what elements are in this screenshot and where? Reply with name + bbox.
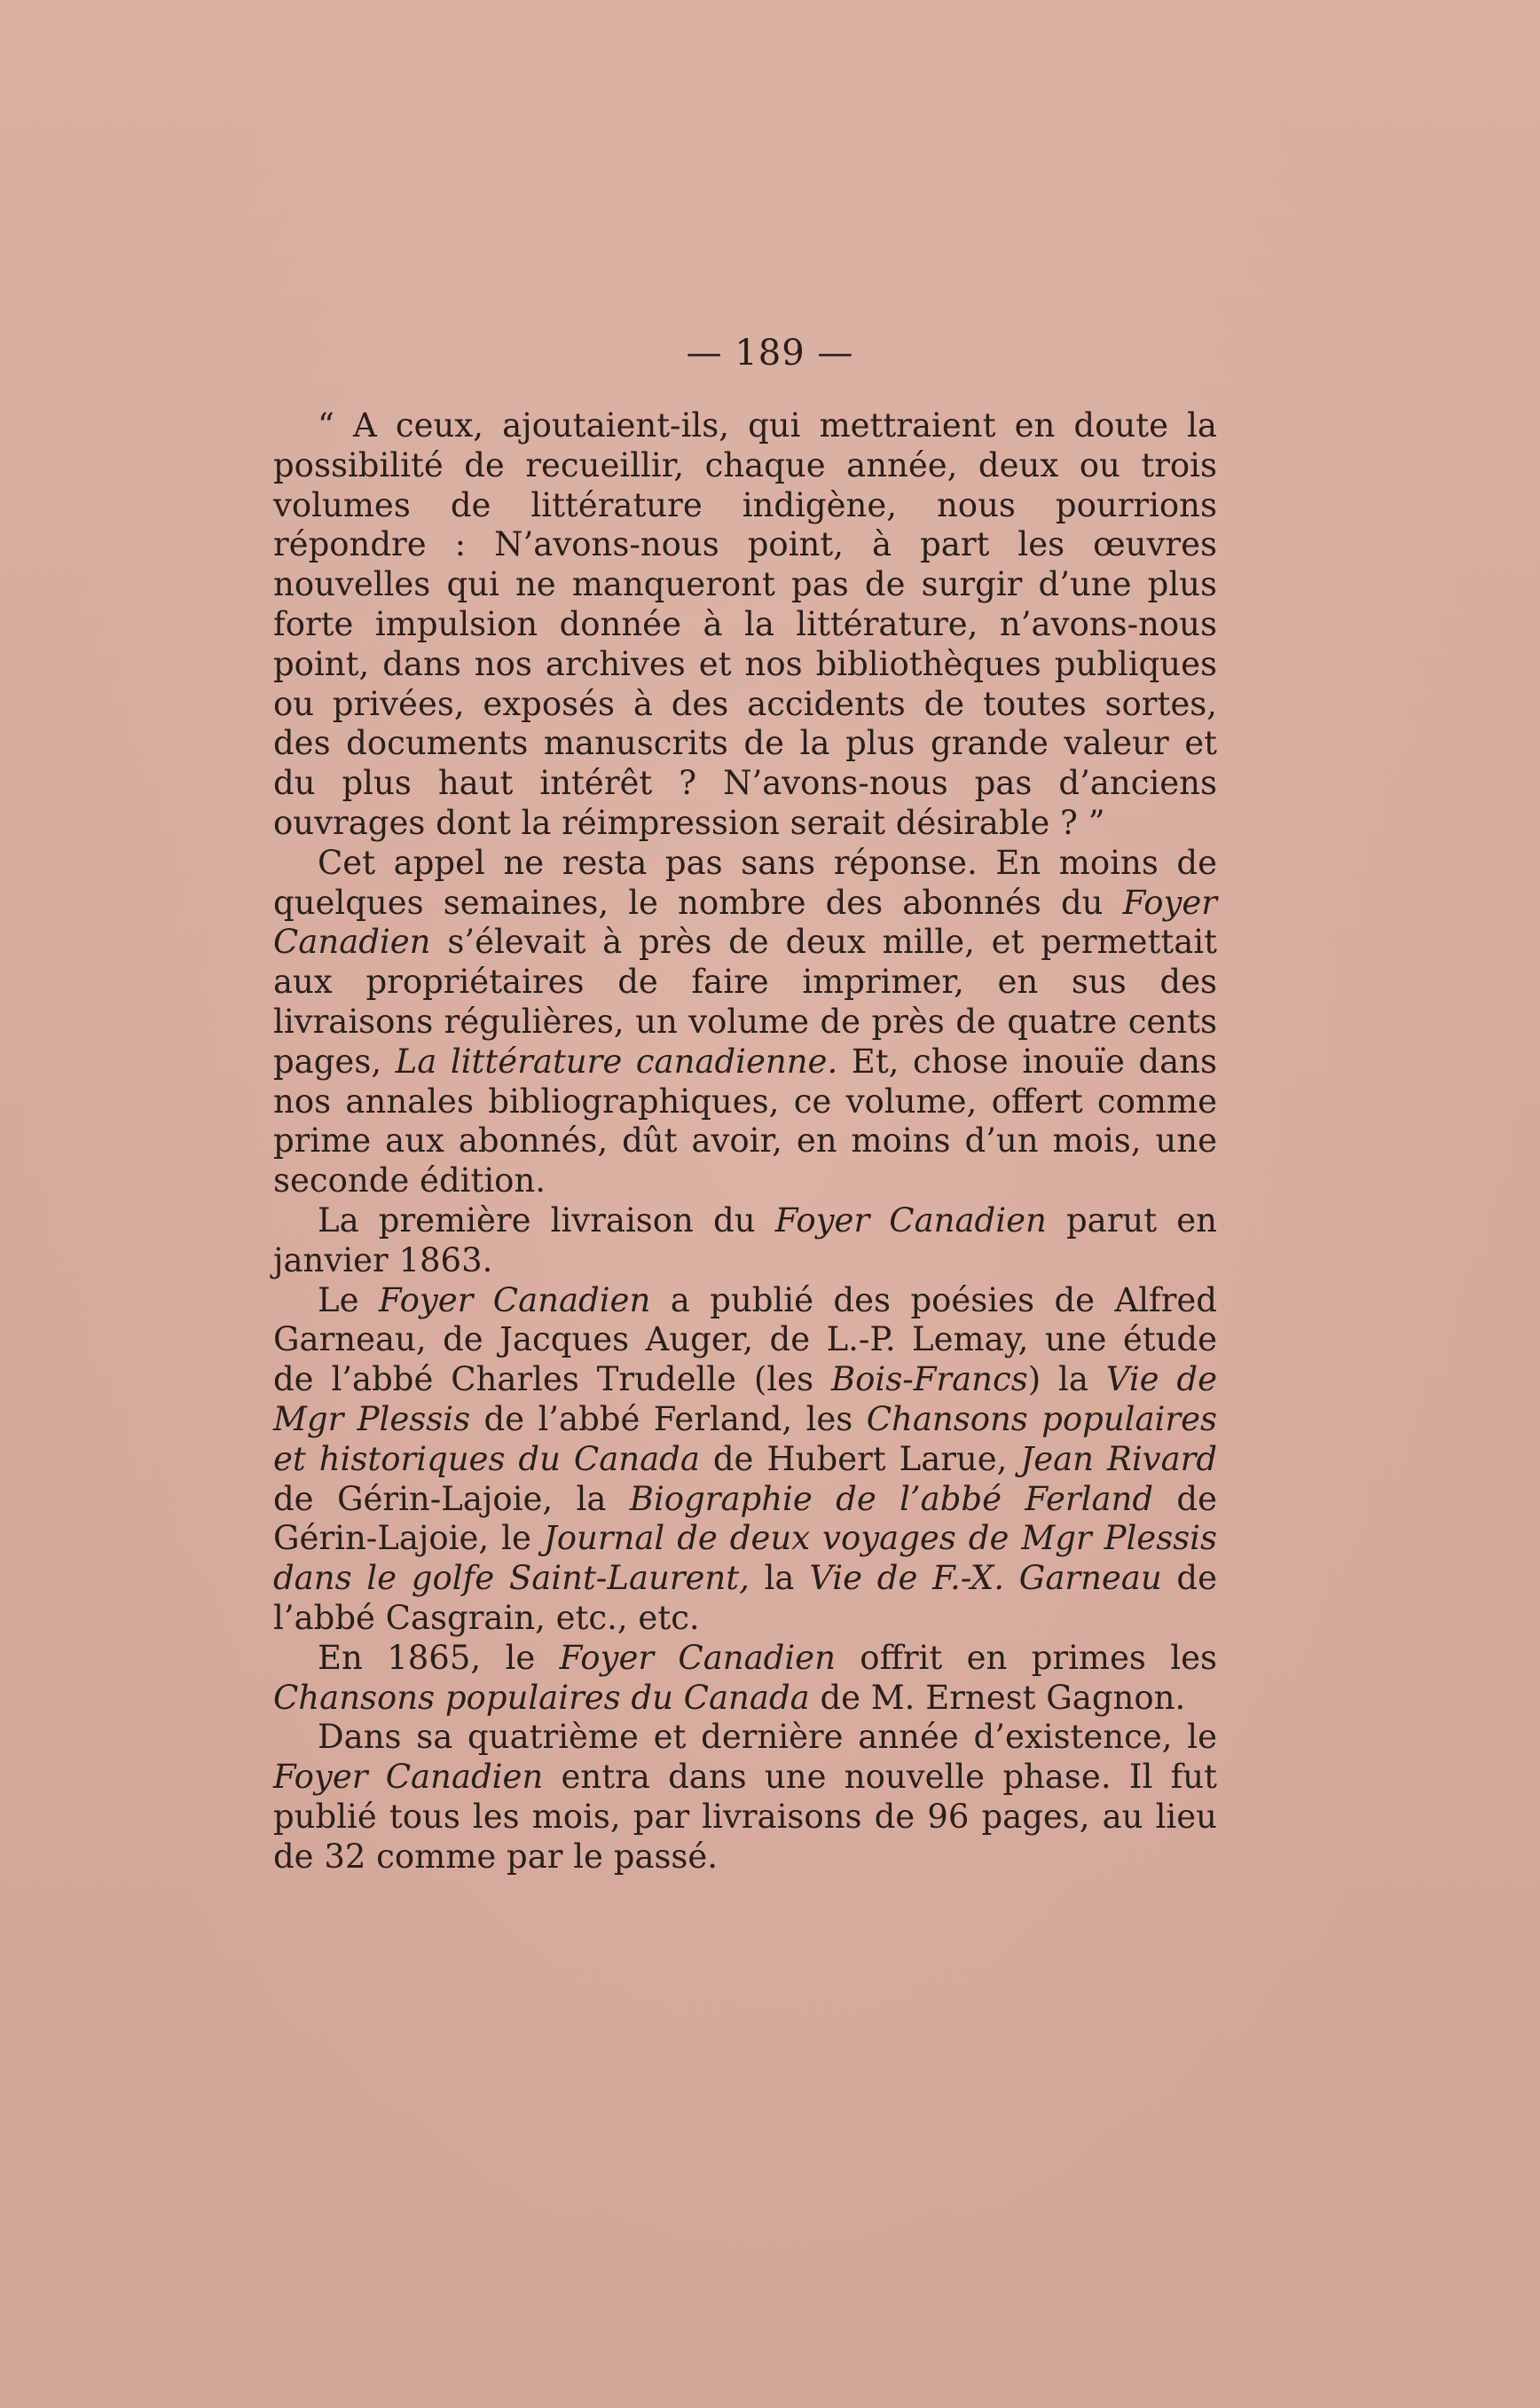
italic-title: Foyer Canadien xyxy=(774,1200,1047,1239)
text-run: la xyxy=(749,1559,810,1598)
italic-title: Foyer Canadien xyxy=(559,1638,836,1677)
text-run: de M. Ernest Gagnon. xyxy=(809,1678,1186,1717)
italic-title: La littérature canadienne. xyxy=(395,1042,838,1081)
italic-title: Vie de Mgr Plessis xyxy=(273,1360,1217,1438)
paragraph-en1865 xyxy=(273,1639,1217,1719)
text-run: s’élevait à près de deux mille, et permettait aux propriétaires de faire imprimer, en sus des livraisons régulières, un volume de près de quatre cents pages, xyxy=(273,923,1217,1081)
text-run: Cet appel ne resta pas sans réponse. En moins de quelques semaines, le nombre des abonnés du xyxy=(273,843,1217,922)
page-number: — 189 — xyxy=(686,333,854,374)
paragraph-premiere xyxy=(273,1201,1217,1281)
paragraph-appel xyxy=(273,844,1217,1201)
italic-title: Bois-Francs xyxy=(830,1360,1028,1399)
text-run: Et, chose inouïe dans nos annales bibliographiques, ce volume, offert comme prime aux abonnés, dût avoir, en moins d’un mois, une seconde édition. xyxy=(273,1042,1217,1200)
text-run: de l’abbé Casgrain, etc., etc. xyxy=(273,1559,1218,1637)
text-run: La première livraison du xyxy=(318,1200,775,1239)
paragraph-quote xyxy=(273,406,1217,844)
text-run: de Gérin-Lajoie, la xyxy=(273,1479,630,1518)
text-run: Dans sa quatrième et dernière année d’existence, le xyxy=(318,1718,1217,1757)
italic-title: Chansons populaires et historiques du Canada xyxy=(273,1399,1217,1478)
text-run: offrit en primes les xyxy=(835,1638,1217,1677)
text-run: Le xyxy=(318,1280,379,1319)
italic-title: Foyer Canadien xyxy=(273,1758,544,1797)
text-run: parut en janvier 1863. xyxy=(273,1200,1217,1279)
text-run: de l’abbé Ferland, les xyxy=(470,1399,867,1438)
italic-title: Vie de F.-X. Garneau xyxy=(809,1559,1162,1598)
text-run: a publié des poésies de Alfred Garneau, de Jacques Auger, de L.-P. Lemay, une étude de l’abbé Charles Trudelle (les xyxy=(273,1280,1217,1399)
text-run: entra dans une nouvelle phase. Il fut publié tous les mois, par livraisons de 96 pages, au lieu de 32 comme par le passé. xyxy=(273,1758,1217,1876)
paragraph-derniere xyxy=(273,1718,1217,1877)
italic-title: Foyer Canadien xyxy=(378,1280,651,1319)
text-run: “ A ceux, ajoutaient-ils, qui mettraient en doute la possibilité de recueillir, chaque année, deux ou trois volumes de littérature indigène, nous pourrions répondre : N’avons-nous point, à part les œuvres nouvelles qui ne manqueront pas de surgir d’une plus forte impulsion donnée à la littérature, n’avons-nous point, dans nos archives et nos bibliothèques publiques ou privées, exposés à des accidents de toutes sortes, des documents manuscrits de la plus grande valeur et du plus haut intérêt ? N’avons-nous pas d’anciens ouvrages dont la réimpression serait désirable ? ” xyxy=(273,406,1217,842)
body-text xyxy=(273,406,1217,1877)
text-run: de Hubert Larue, xyxy=(699,1439,1021,1478)
italic-title: Foyer Canadien xyxy=(273,883,1217,962)
text-run: En 1865, le xyxy=(318,1638,560,1677)
paragraph-publie xyxy=(273,1281,1217,1639)
text-run: ) la xyxy=(1027,1360,1106,1399)
italic-title: Biographie de l’abbé Ferland xyxy=(629,1479,1154,1518)
italic-title: Journal de deux voyages de Mgr Plessis dans le golfe Saint-Laurent, xyxy=(273,1519,1217,1598)
text-run: de Gérin-Lajoie, le xyxy=(273,1479,1217,1558)
italic-title: Jean Rivard xyxy=(1020,1439,1218,1478)
italic-title: Chansons populaires du Canada xyxy=(273,1678,810,1717)
